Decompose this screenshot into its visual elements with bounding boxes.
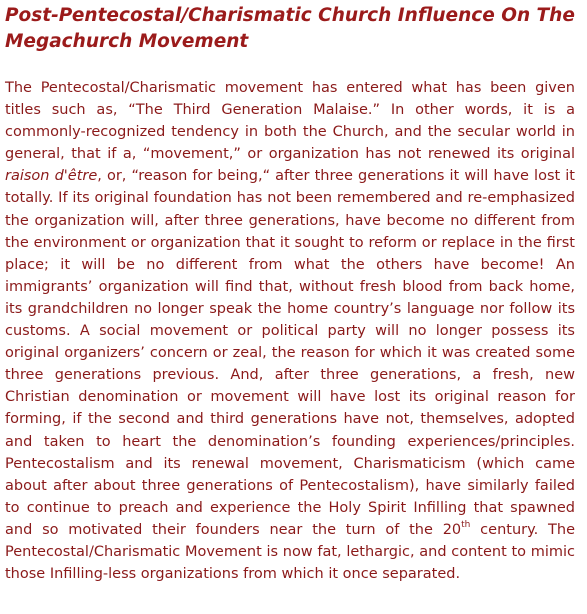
article-text-part-3: century. The Pentecostal/Charismatic Movement is now fat, lethargic, and content to mimic those Infilling-less organizations from which it once separated. (5, 521, 575, 583)
document-title (5, 3, 575, 55)
article-text-part-2: , or, “reason for being,“ after three generations it will have lost it totally. If its original foundation has not been remembered and re-emphasized the organization will, after three generations, have become no different from the environment or organization that it sought to reform or replace in the first place; it will be no different from what the others have become! An immigrants’ organization will find that, without fresh blood from back home, its grandchildren no longer speak the home country’s language nor follow its customs. A social movement or political party will no longer possess its original organizers’ concern or zeal, the reason for which it was created some three generations previous. And, after three generations, a fresh, new Christian denomination or movement will have lost its original reason for forming, if the second and third generations have not, themselves, adopted and taken to heart the denomination’s founding experiences/principles. Pentecostalism and its renewal movement, Charismaticism (which came about after about three generations of Pentecostalism), have similarly failed to continue to preach and experience the Holy Spirit Infilling that spawned and so motivated their founders near the turn of the (5, 168, 575, 538)
document-page (5, 3, 575, 585)
title-line-1: Post-Pentecostal/Charismatic Church Influence On The (5, 5, 575, 26)
century-superscript: th (461, 520, 471, 531)
italic-phrase: raison d'être (5, 168, 98, 185)
article-text-part-1: The Pentecostal/Charismatic movement has entered what has been given titles such as, “The Third Generation Malaise.” In other words, it is a commonly-recognized tendency in both the Church, and the secular world in general, that if a, “movement,” or organization has not renewed its original (5, 80, 575, 163)
title-line-2: Megachurch Movement (5, 31, 249, 52)
century-number: 20 (442, 521, 462, 538)
article-paragraph (5, 77, 575, 585)
